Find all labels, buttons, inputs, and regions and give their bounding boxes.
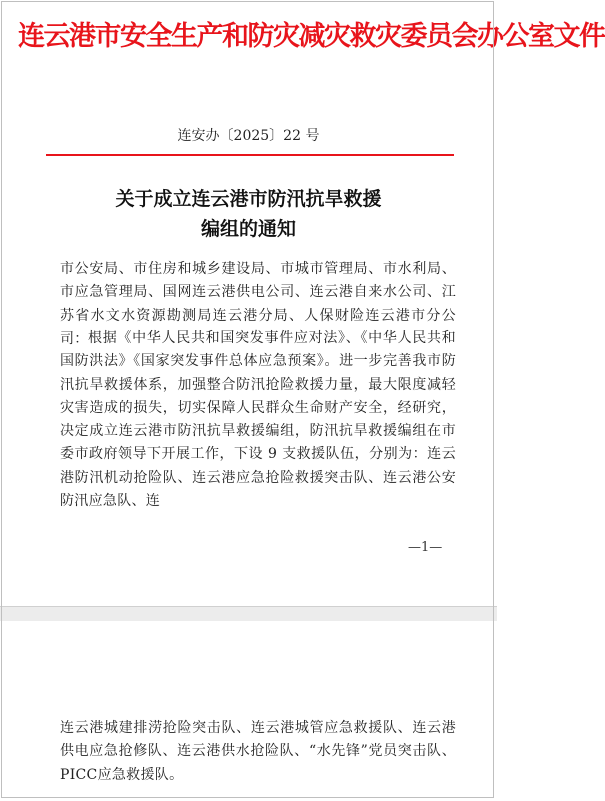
document-number: 连安办〔2025〕22 号: [177, 128, 320, 144]
notice-title-line-2: 编组的通知: [200, 218, 296, 240]
body-paragraph: 根据《中华人民共和国突发事件应对法》、《中华人民共和国防洪法》《国家突发事件总体应急预案》。进一步完善我市防汛抗旱救援体系，加强整合防汛抢险救援力量，最大限度减轻灾害造成的损失，切实保障人民群众生命财产安全，经研究，决定成立连云港市防汛抗旱救援编组，防汛抗旱救援编组在市委市政府领导下开展工作，下设 9 支救援队伍，分别为：连云港防汛机动抢险队、连云港应急抢险救援突击队、连云港公安防汛应急队、连: [60, 330, 456, 510]
body-paragraph-continued: 连云港城建排涝抢险突击队、连云港城管应急救援队、连云港供电应急抢修队、连云港供水抢险队、“水先锋”党员突击队、PICC应急救援队。: [60, 720, 456, 783]
notice-title-line-1: 关于成立连云港市防汛抗旱救援: [115, 188, 382, 210]
addressees-paragraph: 市公安局、市住房和城乡建设局、市城市管理局、市水利局、市应急管理局、国网连云港供电公司、连云港自来水公司、江苏省水文水资源勘测局连云港分局、人保财险连云港市分公司：: [60, 261, 456, 347]
issuing-authority-header: 连云港市安全生产和防灾减灾救灾委员会办公室文件: [18, 21, 605, 52]
page-border: [1, 1, 605, 798]
page-number: —1—: [408, 540, 443, 555]
